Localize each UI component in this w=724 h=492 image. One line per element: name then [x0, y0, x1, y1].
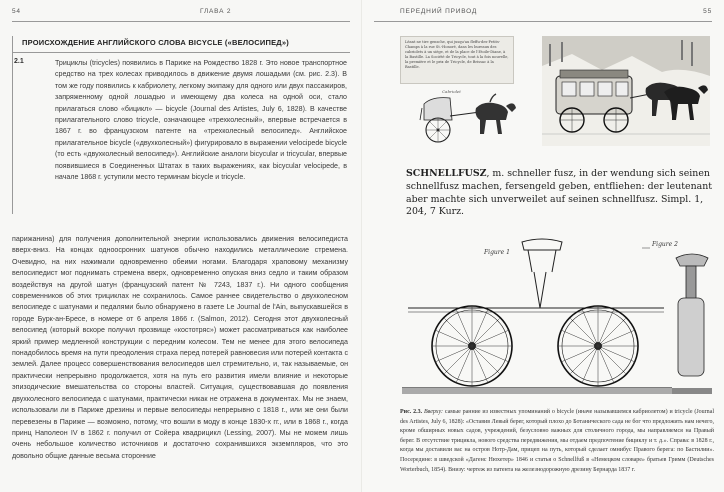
- right-page: [362, 0, 724, 492]
- header-rule-right: [374, 21, 712, 22]
- patent-figure-label-1: Figure 1: [484, 249, 510, 256]
- caption-lead: Вверху:: [422, 409, 444, 415]
- running-head-chapter: ГЛАВА 2: [200, 8, 232, 15]
- body-paragraph: парижанина) для получения дополнительной энергии использовались движения велосипедиста вверх-вниз. На концах одноосронних шатунов обычно находились металлические стремена. Очевидно, на них нажимали одновременно обеими ногами. Благодаря храповому механизму велосипедист мог поднимать стремена вверх, одновременно опуская вниз седло и таким образом воздействуя на другой шатун (французский патент № 7243, 1837 г.). Ни одного сообщения современников об этих трициклах не сохранилось. Самое раннее свидетельство о двухколесном велосипеде с шатунами и педалями было обнаружено в газете Le Journal de l'Ain, выпускавшейся в городе Бурк-ан-Бресе, в номере от 6 апреля 1866 г. (Salmon, 2012). Сегодня этот двухколесный велосипед (который вскоре получил прозвище «костотряс») может рассматриваться как наиболее яркий пример медленной конструкции с передним колесом. Тем не менее для этого велосипеда понадобилось время на пути преодоления страха перед потерей равновесия или потерей контакта с землей. Далее процесс совершенствования велосипедов шел стремительно, и, так называемые, он практически непрерывно продолжается, хотя на путь его развития имели влияние и некоторые эпизодические вмешательства со стороны властей. Ситуация, существовавшая до появления двухколесного велосипеда с шатунами, практически никак не отражена в документах. Мы не знаем, использовали ли в Париже дрезины и первые велосипеды непрерывно с 1818 г., или же они были перевезены в Париже — возможно, потому, что вошли в моду в конце 1830-х гг., или в 1868 г., когда принц Наполеон IV в 1862 г. получил от Сойера квадрицикл (Lessing, 2007). Мы не можем лишь очень небольшое количество источников и достаточно сохранившихся экземпляров, что это довольно общие данные весьма сторонние: [12, 235, 348, 460]
- omnibus-illustration: [542, 36, 710, 146]
- newspaper-clipping: [400, 36, 514, 84]
- running-head-section: ПЕРЕДНИЙ ПРИВОД: [400, 8, 478, 15]
- newspaper-text: Léant ne tire gensche, qui jusqu'au fleffu-des-Petits-Champs à la rue St.-Honoré, dans les bureaux des cabriolets à un siège, et de la place de l'Etoile-Diane, à la Bastille. La Société de Tricycle, tout à la fois nouvelle, la première et le prix de Tricycle, de Brissac à la Bastille.: [405, 40, 509, 69]
- box-title: ПРОИСХОЖДЕНИЕ АНГЛИЙСКОГО СЛОВА BICYCLE («ВЕЛОСИПЕД»): [22, 38, 289, 47]
- patent-drawing: [402, 238, 712, 398]
- cabriolet-caption: Cabriolet: [442, 89, 461, 94]
- cabriolet-illustration: [410, 86, 528, 146]
- caption-figure-number: Рис. 2.3.: [400, 409, 423, 415]
- figure-caption: [400, 408, 714, 475]
- page-number-left: 54: [12, 8, 21, 15]
- dictionary-headword: SCHNELLFUSZ: [406, 168, 487, 179]
- caption-text: самые ранние из известных упоминаний о bicycle (иначе называвшемся кабриолетом) и tricycle (Journal des Artistes, July 6, 1828): «Оставив Левый берег, который плохо до Ботанического сада не бог что предложить нам нечего, кроме обширных новых садов, учреждений, безусловно важных для столичного города, мы направляемся на Правый берег. В отсутствие трицикла, нового средства передвижения, мы отдаем предпочтение бициклу и т. д.». Справа: в 1828 г., когда мы доставили вас на остров Нотр-Дам, прицеп на путь, который сделает омнибус Правого берега: по Бастилии». Посередине: в шведской «Дагенс Нюхетер» 1846 и статья о Schnellfuß в «Немецком словаре» братьев Гримм (Deutsches Worterbuch, 1854). Внизу: чертеж из патента на железнодорожную дрезину Бернарда 1837 г.: [400, 409, 714, 473]
- dictionary-entry: [406, 168, 714, 219]
- page-number-right: 55: [703, 8, 712, 15]
- header-rule: [12, 21, 350, 22]
- box-paragraph: Трициклы (tricycles) появились в Париже на Рождество 1828 г. Это новое транспортное средство на трех колесах приводилось в движение двумя лошадьми (см. рис. 2.3). В том же году появились к кабриолету, легкому экипажу для одного или двух пассажиров, запряженному одной лошадью и имеющему два колеса на одной оси, стало прилагаться слово «бицикл» — bicycle (Journal des Artistes, July 6, 1828). В качестве прилагательного слово tricycle, означающее «трехколесный», впервые встречается в 1867 г. во французском патенте на «трехколесный велосипед». Английское прилагательное bicycle («двухколесный») фигурировало в выражении velocipede bicycle (то есть «двухколесный велосипед»). Английские аналоги bicycular и tricycular, впервые появившиеся в Соединенных Штатах в таких выражениях, как bicycular velocipede, в начале 1868 г. уступили место терминам bicycle и tricycle.: [55, 59, 347, 182]
- patent-figure-label-2: Figure 2: [652, 241, 678, 248]
- dictionary-definition: , m. schneller fusz, in der wendung sich seinen schnellfusz machen, fersengeld geben, entfliehen: der leutenant aber machte sich unverweilet auf seinen schnellfusz. Simpl. 1, 204, 7 Kurz.: [406, 168, 713, 218]
- box-title-rule: [12, 52, 350, 53]
- box-number: 2.1: [14, 58, 24, 65]
